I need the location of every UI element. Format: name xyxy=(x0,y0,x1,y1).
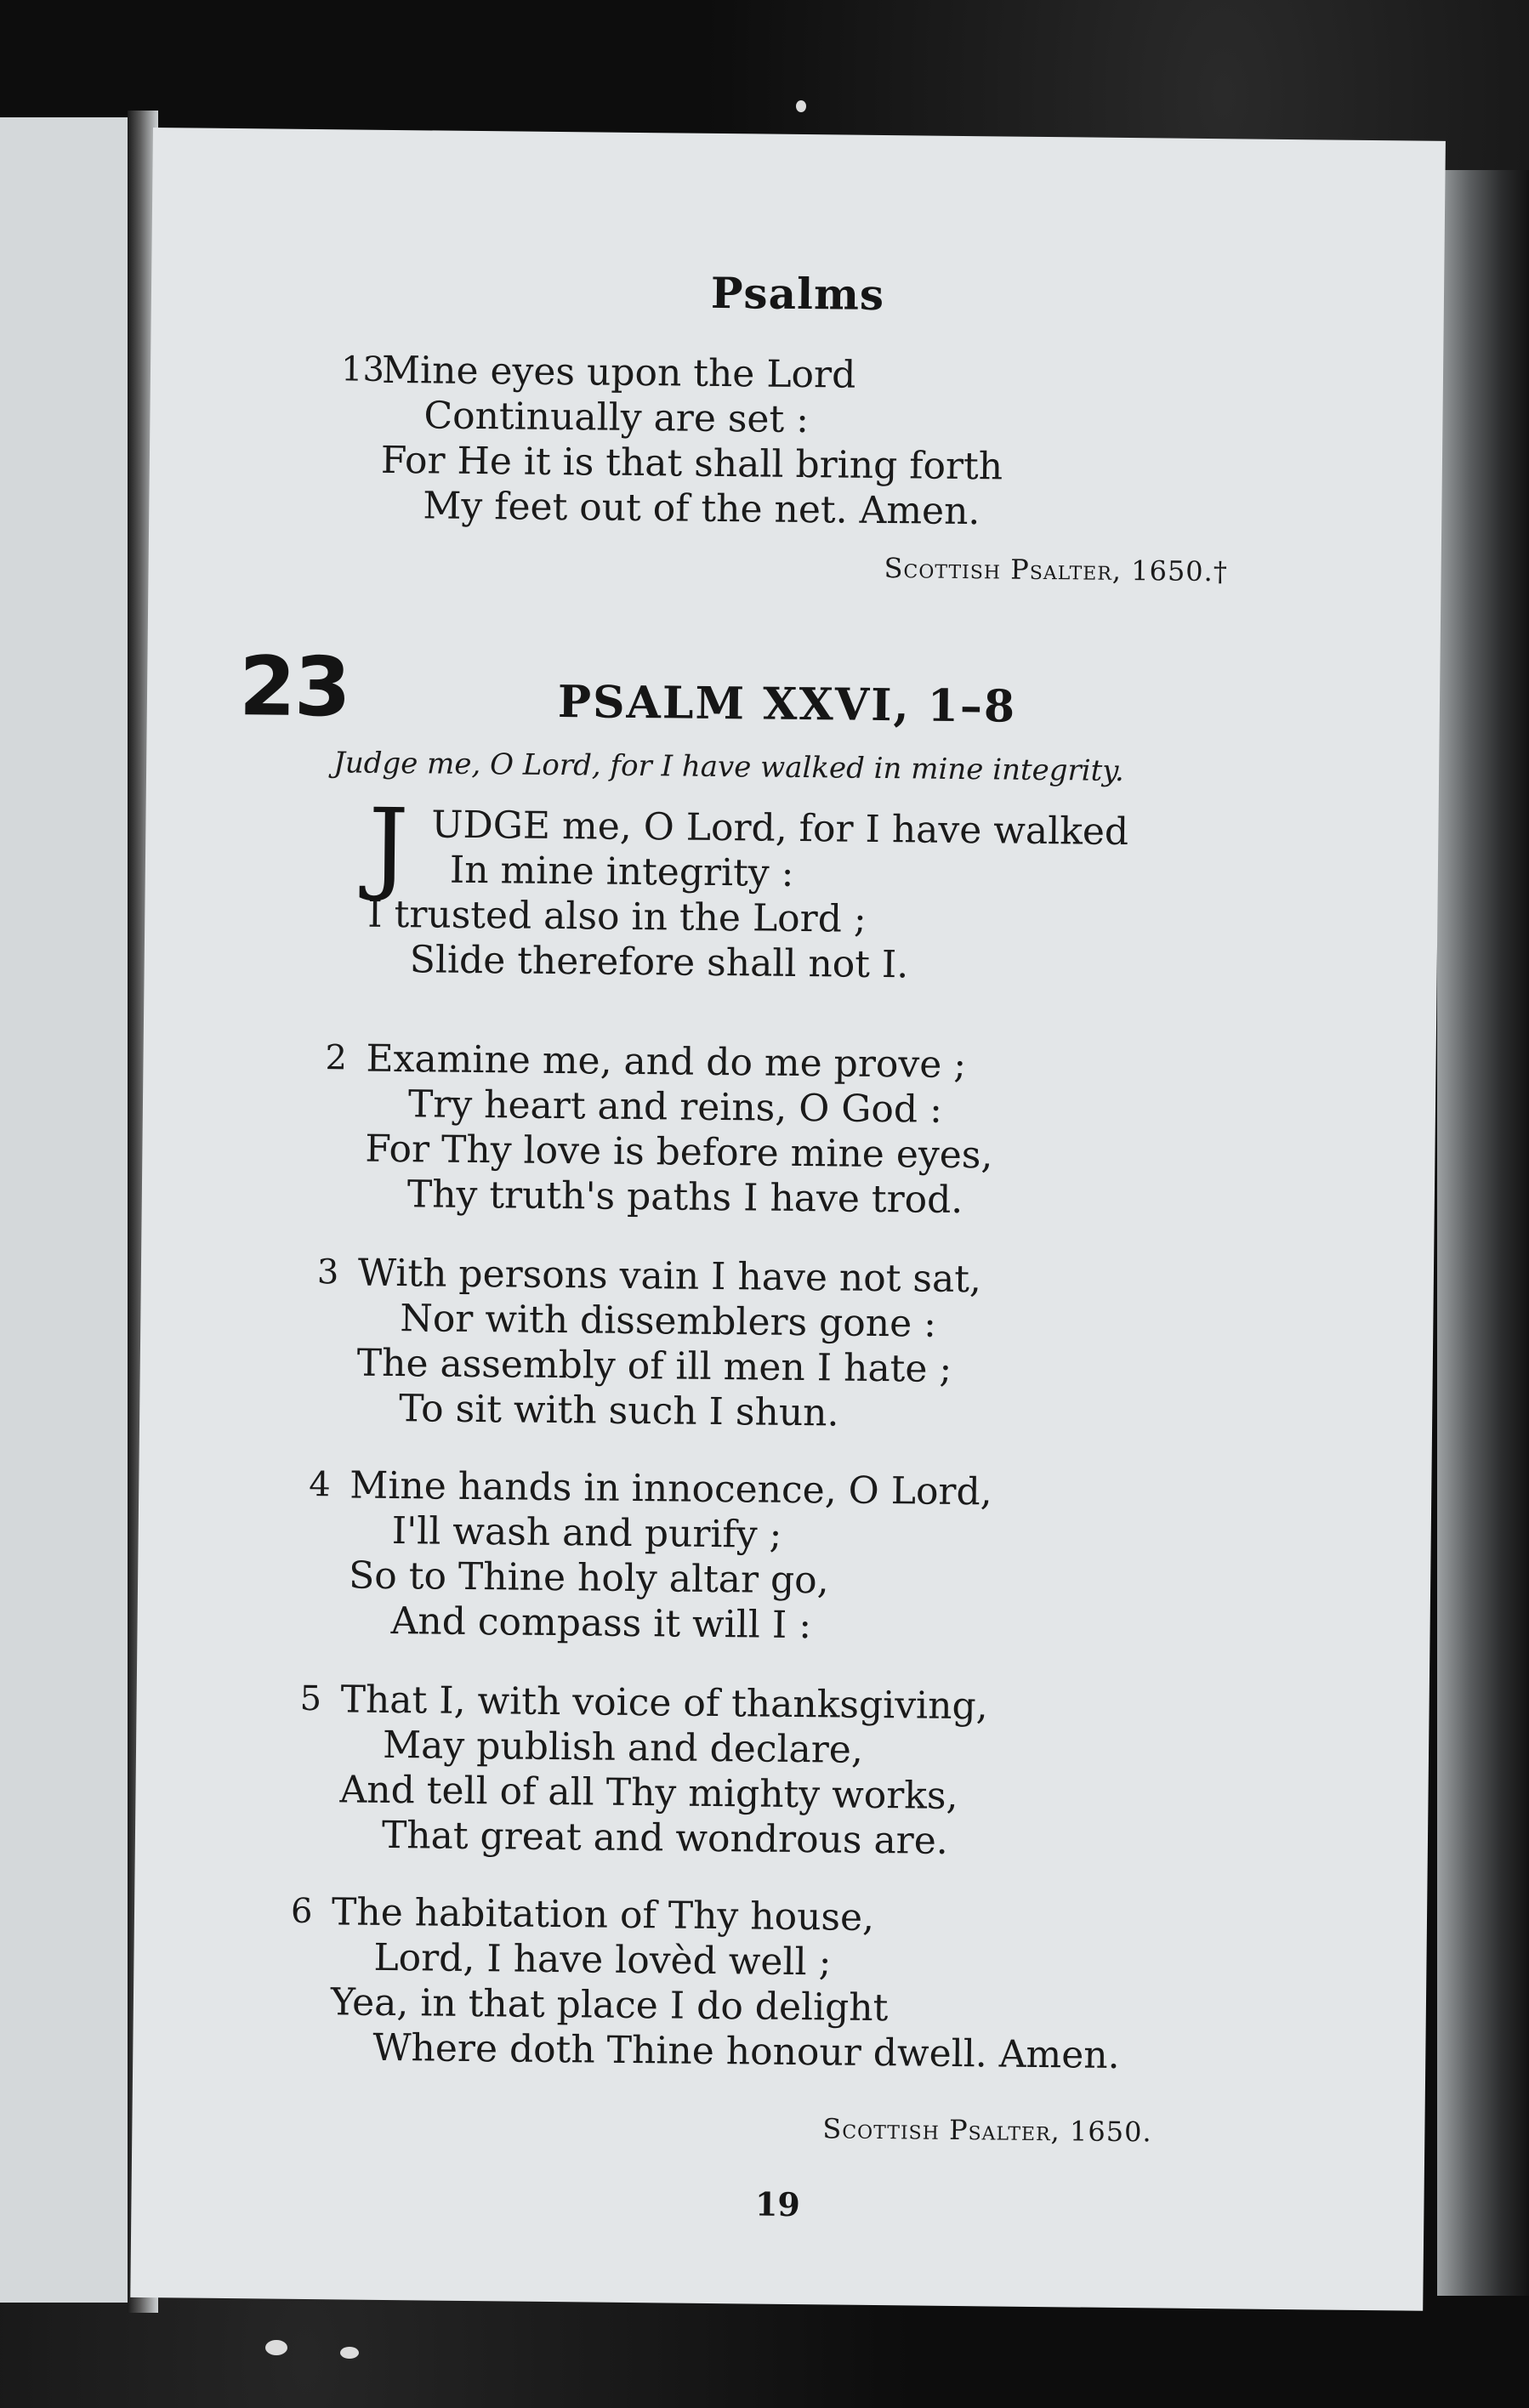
verse-line: Slide therefore shall not I. xyxy=(409,938,909,987)
drop-cap: J xyxy=(367,786,410,905)
verse-line: And tell of all Thy mighty works, xyxy=(339,1768,958,1819)
running-head: Psalms xyxy=(710,267,885,321)
film-speck xyxy=(265,2340,287,2355)
verse-line: With persons vain I have not sat, xyxy=(357,1251,982,1302)
verse-1 xyxy=(367,786,1129,990)
verse-line: Yea, in that place I do delight xyxy=(330,1980,889,2030)
verse-line: That I, with voice of thanksgiving, xyxy=(340,1678,988,1729)
verse-number: 4 xyxy=(309,1465,331,1505)
verse-line: To sit with such I shun. xyxy=(398,1387,839,1435)
page-stack-edge xyxy=(1437,170,1529,2296)
verse-line: Lord, I have lovèd well ; xyxy=(373,1935,832,1985)
verse-line: May publish and declare, xyxy=(382,1723,864,1772)
verse-line: Where doth Thine honour dwell. Amen. xyxy=(372,2025,1120,2078)
book-page xyxy=(130,128,1446,2311)
prev-hymn-verse xyxy=(340,348,1003,535)
verse-3 xyxy=(316,1251,982,1438)
verse-number: 3 xyxy=(316,1252,339,1292)
verse-line: I trusted also in the Lord ; xyxy=(367,892,867,941)
verse-line: Try heart and reins, O God : xyxy=(407,1082,943,1132)
verse-number: 13 xyxy=(340,349,385,389)
verse-line: Nor with dissemblers gone : xyxy=(400,1297,937,1346)
verse-number: 6 xyxy=(290,1891,313,1932)
epigraph: Judge me, O Lord, for I have walked in mine integrity. xyxy=(333,746,1125,788)
verse-line: In mine integrity : xyxy=(449,848,794,895)
verse-line: For He it is that shall bring forth xyxy=(380,438,1003,489)
verse-line: The assembly of ill men I hate ; xyxy=(356,1341,952,1391)
verse-line: And compass it will I : xyxy=(390,1599,812,1648)
verse-line: That great and wondrous are. xyxy=(381,1813,949,1863)
verse-2 xyxy=(325,1036,994,1224)
psalm-title: PSALM XXVI, 1–8 xyxy=(557,676,1017,733)
verse-line: Thy truth's paths I have trod. xyxy=(406,1173,963,1223)
film-speck xyxy=(340,2347,359,2359)
verse-line: My feet out of the net. Amen. xyxy=(423,484,980,534)
verse-line: UDGE me, O Lord, for I have walked xyxy=(431,803,1129,855)
verse-4 xyxy=(309,1463,992,1650)
verse-number: 5 xyxy=(299,1678,322,1719)
verse-line: Mine eyes upon the Lord xyxy=(381,348,856,397)
verse-line: Mine hands in innocence, O Lord, xyxy=(350,1463,992,1514)
verse-line: For Thy love is before mine eyes, xyxy=(365,1127,993,1178)
facing-page-edge xyxy=(0,117,137,2303)
attribution: Scottish Psalter, 1650.† xyxy=(884,552,1229,588)
attribution: Scottish Psalter, 1650. xyxy=(822,2112,1152,2149)
verse-line: Continually are set : xyxy=(423,394,810,442)
verse-line: I'll wash and purify ; xyxy=(391,1509,782,1557)
verse-6 xyxy=(290,1889,1121,2078)
page-number: 19 xyxy=(754,2184,801,2224)
verse-line: The habitation of Thy house, xyxy=(331,1890,875,1939)
verse-5 xyxy=(299,1677,988,1864)
film-speck xyxy=(796,100,806,112)
verse-number: 2 xyxy=(325,1038,348,1078)
hymn-number: 23 xyxy=(238,639,350,735)
verse-line: Examine me, and do me prove ; xyxy=(366,1036,967,1088)
verse-line: So to Thine holy altar go, xyxy=(348,1553,829,1603)
